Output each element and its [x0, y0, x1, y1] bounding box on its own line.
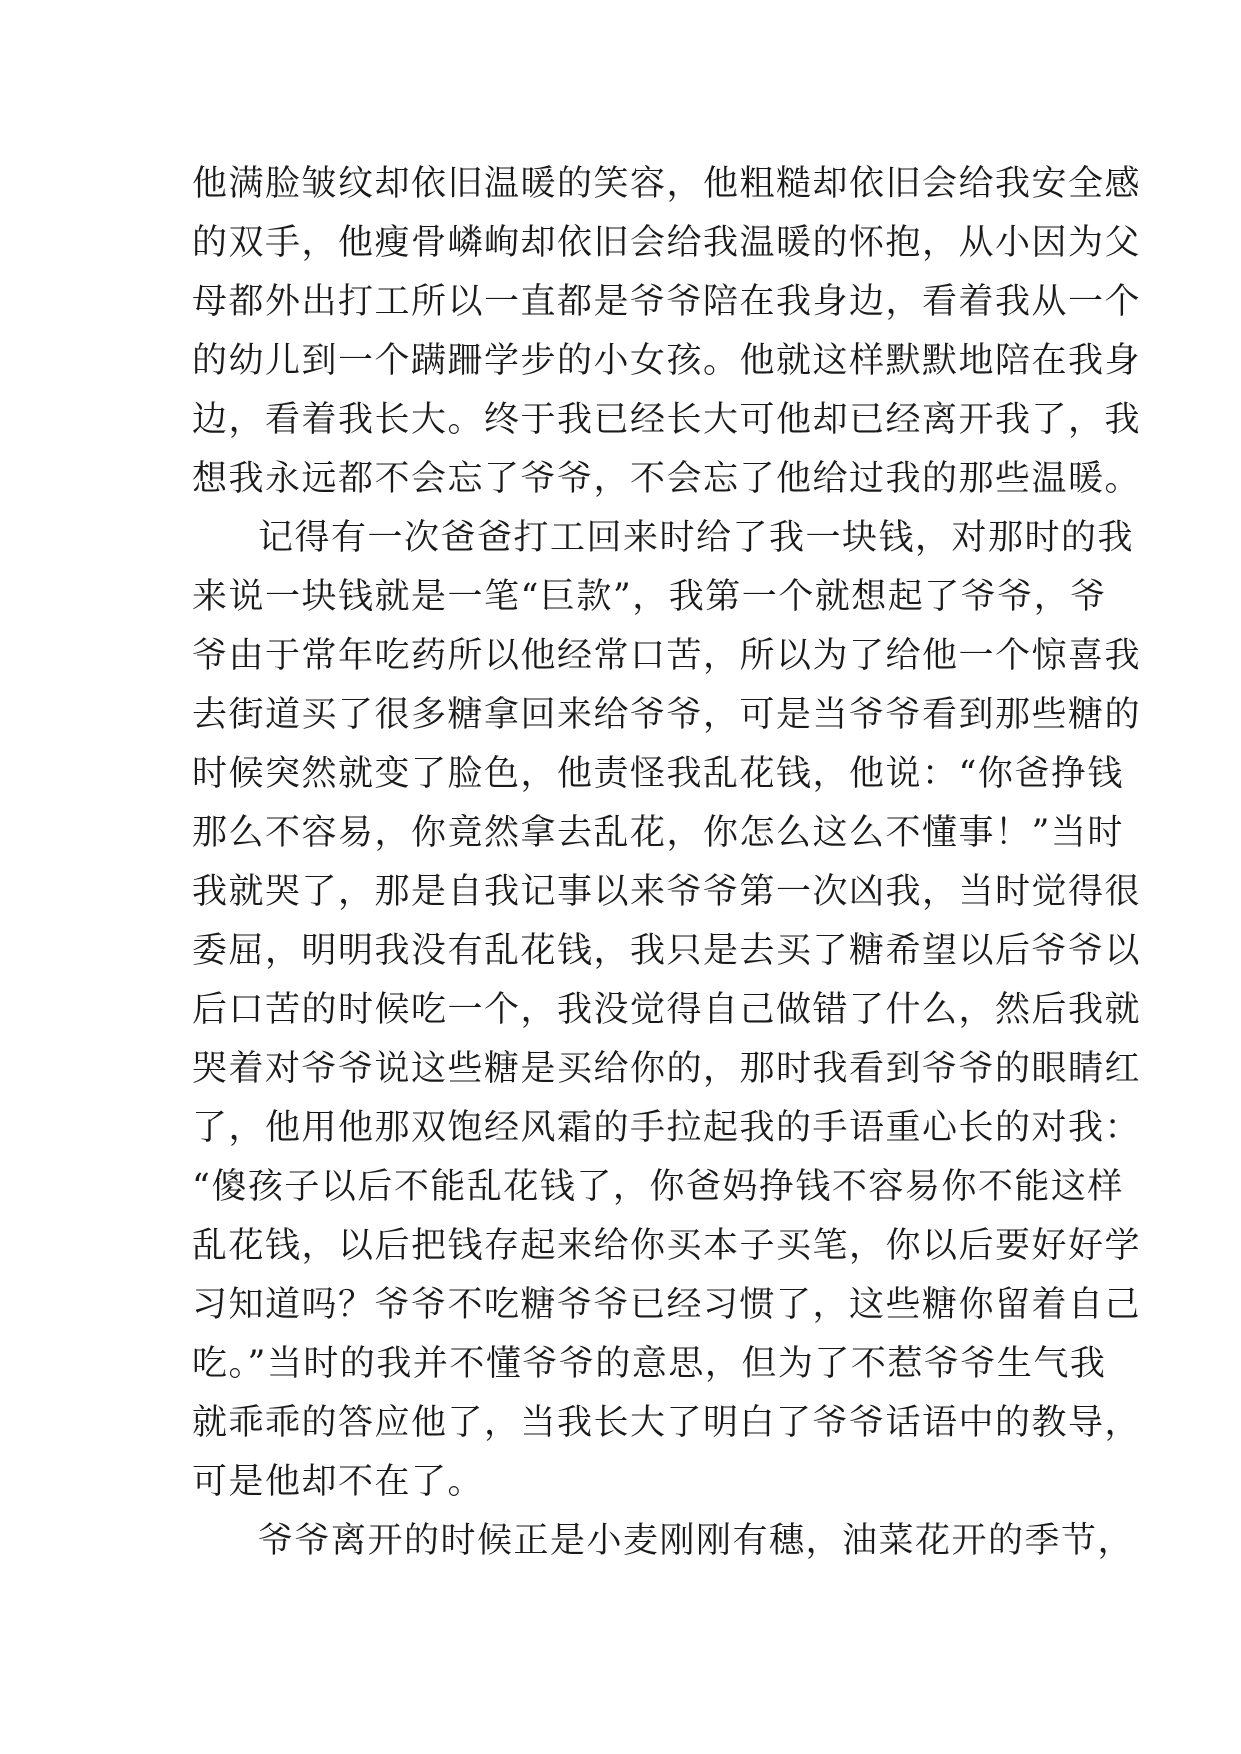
text-line: 爷爷离开的时候正是小麦刚刚有穗，油菜花开的季节，: [258, 1521, 1135, 1561]
text-line: 边，看着我长大。终于我已经长大可他却已经离开我了，我: [192, 400, 1142, 440]
text-line: 委屈，明明我没有乱花钱，我只是去买了糖希望以后爷爷以: [192, 931, 1142, 971]
text-line: 我就哭了，那是自我记事以来爷爷第一次凶我，当时觉得很: [192, 872, 1142, 912]
text-line: “傻孩子以后不能乱花钱了，你爸妈挣钱不容易你不能这样: [192, 1167, 1124, 1207]
text-line: 就乖乖的答应他了，当我长大了明白了爷爷话语中的教导，: [192, 1403, 1142, 1443]
text-line: 习知道吗？爷爷不吃糖爷爷已经习惯了，这些糖你留着自己: [192, 1285, 1142, 1325]
text-line: 时候突然就变了脸色，他责怪我乱花钱，他说：“你爸挣钱: [192, 754, 1124, 794]
text-line: 母都外出打工所以一直都是爷爷陪在我身边，看着我从一个: [192, 282, 1142, 322]
text-line: 爷由于常年吃药所以他经常口苦，所以为了给他一个惊喜我: [192, 636, 1142, 676]
text-line: 那么不容易，你竟然拿去乱花，你怎么这么不懂事！”当时: [192, 813, 1124, 853]
text-line: 记得有一次爸爸打工回来时给了我一块钱，对那时的我: [258, 518, 1135, 558]
text-line: 吃。”当时的我并不懂爷爷的意思，但为了不惹爷爷生气我: [192, 1344, 1107, 1384]
text-line: 想我永远都不会忘了爷爷，不会忘了他给过我的那些温暖。: [192, 459, 1142, 499]
body-text: [192, 155, 1142, 1571]
text-line: 的双手，他瘦骨嶙峋却依旧会给我温暖的怀抱，从小因为父: [192, 223, 1142, 263]
text-line: 来说一块钱就是一笔“巨款”，我第一个就想起了爷爷，爷: [192, 577, 1107, 617]
text-line: 哭着对爷爷说这些糖是买给你的，那时我看到爷爷的眼睛红: [192, 1049, 1142, 1089]
text-line: 了，他用他那双饱经风霜的手拉起我的手语重心长的对我：: [192, 1108, 1142, 1148]
text-line: 他满脸皱纹却依旧温暖的笑容，他粗糙却依旧会给我安全感: [192, 164, 1142, 204]
text-line: 后口苦的时候吃一个，我没觉得自己做错了什么，然后我就: [192, 990, 1142, 1030]
text-line: 的幼儿到一个蹒跚学步的小女孩。他就这样默默地陪在我身: [192, 341, 1142, 381]
text-line: 乱花钱，以后把钱存起来给你买本子买笔，你以后要好好学: [192, 1226, 1142, 1266]
text-line: 可是他却不在了。: [192, 1462, 485, 1502]
text-line: 去街道买了很多糖拿回来给爷爷，可是当爷爷看到那些糖的: [192, 695, 1142, 735]
